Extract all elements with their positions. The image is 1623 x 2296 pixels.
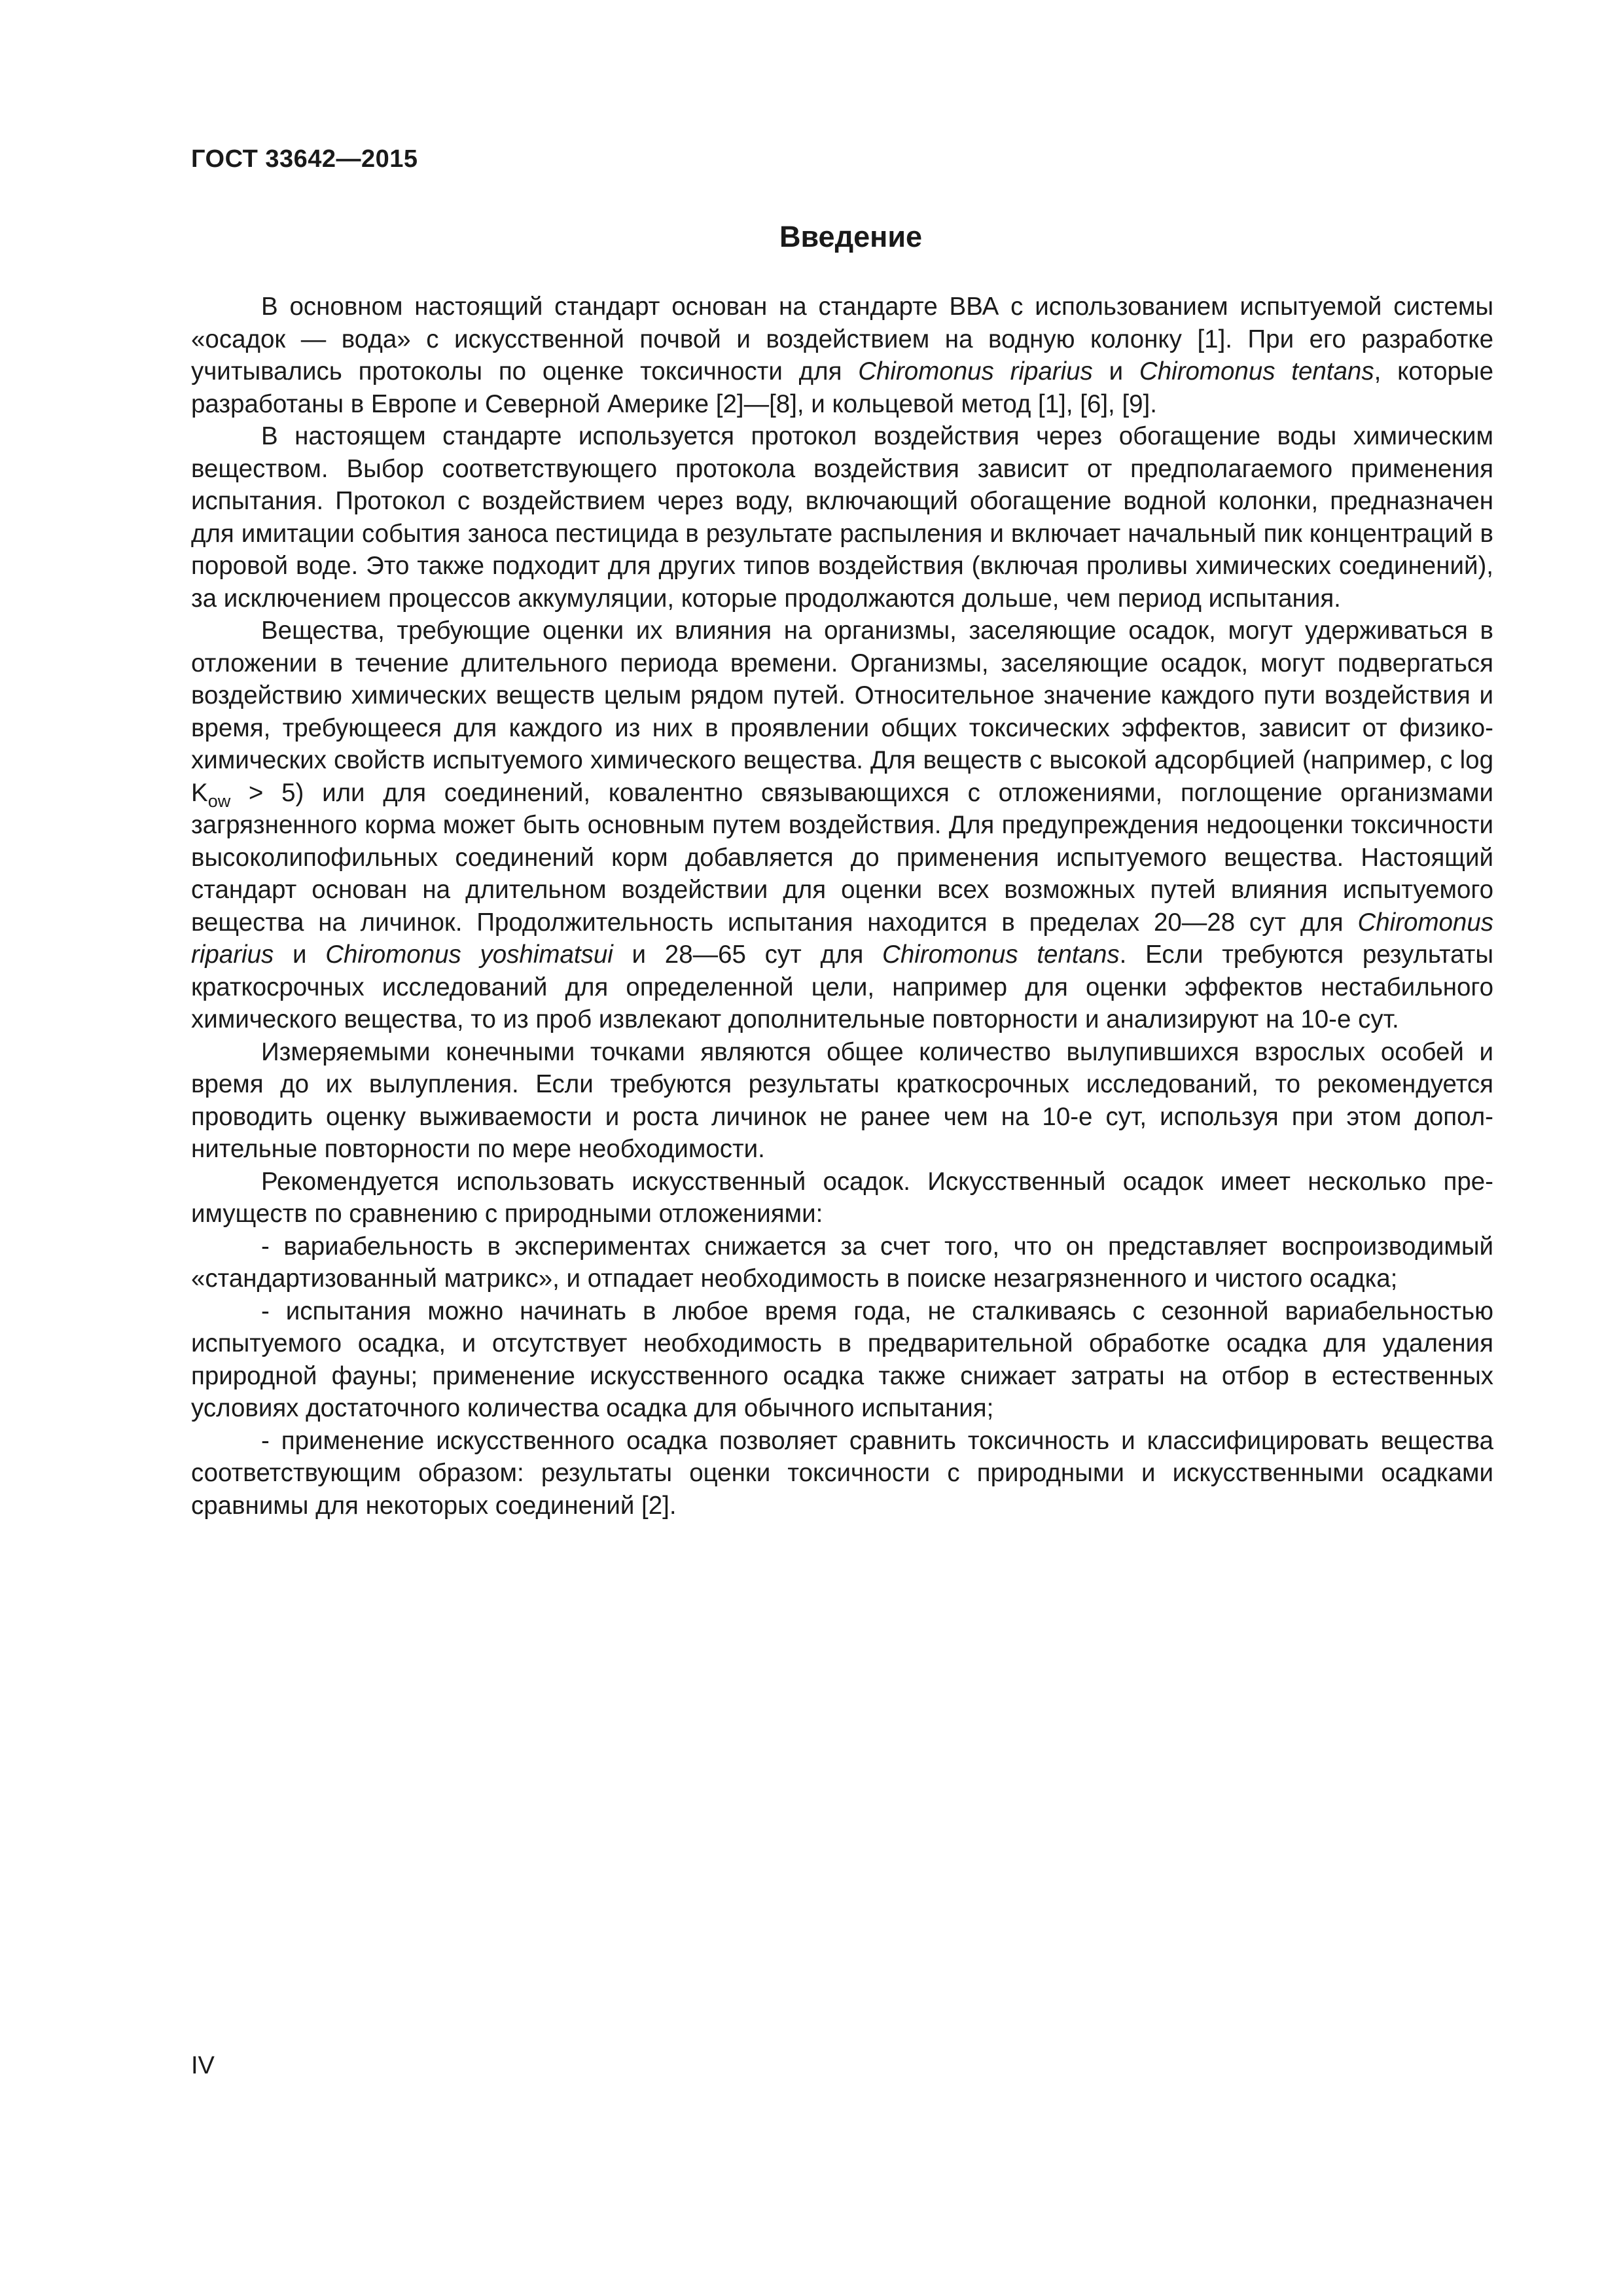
paragraph-2: В настоящем стандарте используется протокол воздействия через обогащение воды химическим веществом. Выбор соответствующего протокола воздействия зависит от предполагаемого применения испытания. Протокол с воздействием через воду, включающий обогащение водной колонки, предназначен для имитации события заноса пестицида в результате распыления и включает начальный пик концентраций в поровой воде. Это также подходит для других типов воздействия (включая проливы химических соединений), за исключением процессов аккумуляции, которые продолжаются дольше, чем период испытания. — [191, 422, 1493, 613]
list-item: - применение искусственного осадка позволяет сравнить токсичность и классифицировать вещества соответствующим образом: результаты оценки токсичности с природными и искусственными осадками сравнимы для некоторых соединений [2]. — [191, 1426, 1493, 1520]
paragraph-3-text-3: и — [274, 941, 326, 969]
species-name: Chiromonus riparius — [858, 357, 1093, 386]
paragraph-5: Рекомендуется использовать искусственный осадок. Искусственный осадок имеет несколько преимуществ по сравнению с природными отложениями: — [191, 1167, 1493, 1228]
paragraph-3-text-2: > 5) или для соединений, ковалентно связывающихся с отложениями, поглощение организмами загрязненного корма может быть основным путем воздействия. Для предупреждения недооценки токсичности высоколипофильных соединений корм добавляется до применения испытуемого вещества. Настоящий стандарт основан на длительном воздействии для оценки всех возможных путей влияния испытуемого вещества на личинок. Продолжительность испытания находится в пределах 20—28 сут для — [191, 778, 1493, 937]
species-name: Chiromonus yoshimatsui — [325, 941, 613, 969]
paragraph-3-text-4: и 28—65 сут для — [613, 941, 883, 969]
species-name: Chiromonus tentans — [882, 941, 1120, 969]
page-number: IV — [191, 2052, 215, 2079]
standard-number-header: ГОСТ 33642—2015 — [191, 145, 418, 173]
paragraph-1-text-1: В основном настоящий стандарт основан на стандарте ВВА с использованием испытуемой системы «осадок — вода» с искусственной почвой и воздействием на водную колонку [1]. При его разработке учитывались протоколы по оценке токсичности для — [191, 293, 1493, 386]
species-name: Chiromonus tentans — [1139, 357, 1374, 386]
paragraph-1-text-3: , которые разработаны в Европе и Северной Америке [2]—[8], и кольцевой метод [1], [6], [9]. — [191, 357, 1494, 418]
species-name: Chiromonus riparius — [191, 908, 1493, 969]
page-title: Введение — [779, 220, 923, 253]
list-item: - испытания можно начинать в любое время года, не сталкиваясь с сезонной вариабельностью испытуемого осадка, и отсутствует необходимость в предварительной обработке осадка для удаления природной фауны; применение искусственного осадка также снижает затраты на отбор в естественных условиях достаточного количества осадка для обычного испытания; — [191, 1297, 1493, 1422]
paragraph-3 — [191, 615, 1493, 1036]
paragraph-3-text-1: Вещества, требующие оценки их влияния на организмы, заселяющие осадок, могут удерживаться в отложении в течение длительного периода времени. Организмы, заселяющие осадок, могут подвергаться воздействию химических веществ целым рядом путей. Относительное значение каждого пути воздействия и время, требующееся для каждого из них в проявлении общих токсических эффектов, зависит от физико-химических свойств испытуемого химического вещества. Для веществ с высокой адсорбцией (например, с log K — [191, 617, 1493, 807]
paragraph-4: Измеряемыми конечными точками являются общее количество вылупившихся взрослых особей и время до их вылупления. Если требуются результаты краткосрочных исследований, то рекомендуется проводить оценку выживаемости и роста личинок не ранее чем на 10-е сут, используя при этом дополнительные повторности по мере необходимости. — [191, 1037, 1493, 1163]
kow-subscript: ow — [207, 791, 231, 811]
paragraph-1 — [191, 291, 1493, 420]
paragraph-1-text-2: и — [1092, 357, 1139, 386]
document-body — [191, 291, 1493, 1522]
paragraph-3-text-5: . Если требуются результаты краткосрочных исследований для определенной цели, например для оценки эффектов нестабильного химического вещества, то из проб извлекают дополнительные повторности и анализируют на 10-е сут. — [191, 941, 1494, 1033]
list-item: - вариабельность в экспериментах снижается за счет того, что он представляет воспроизводимый «стандартизованный матрикс», и отпадает необходимость в поиске незагрязненного и чистого осадка; — [191, 1232, 1493, 1293]
